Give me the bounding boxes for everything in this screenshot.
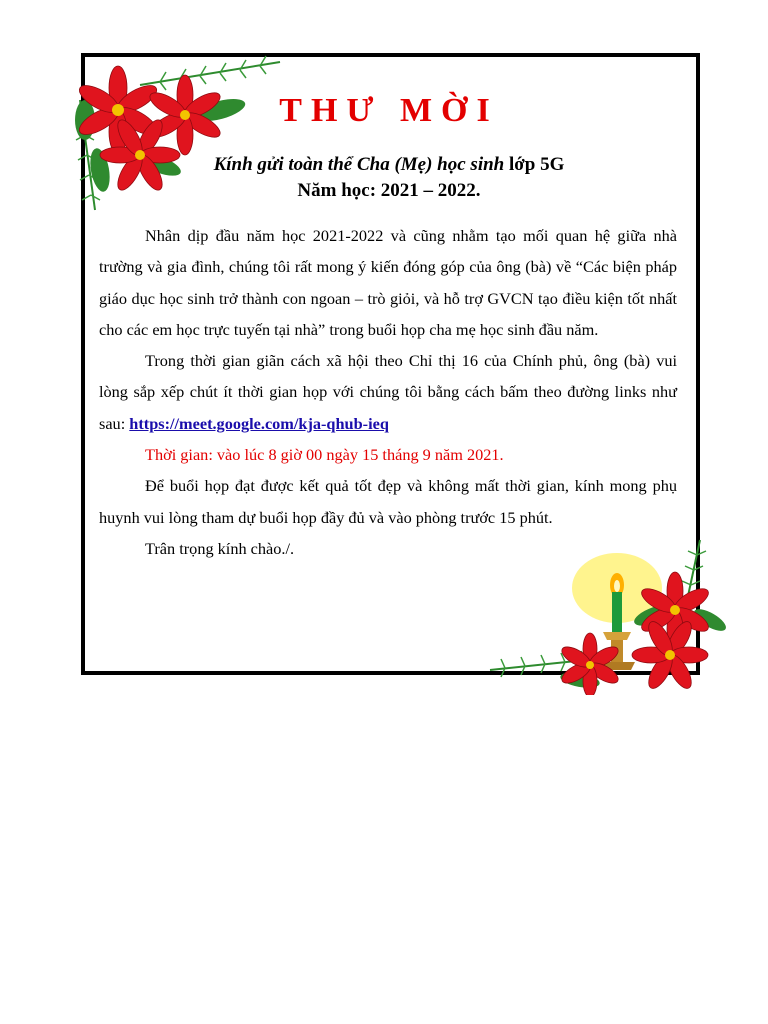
- greeting-line-1: [0, 152, 768, 178]
- greeting-block: [0, 152, 768, 204]
- meeting-link[interactable]: https://meet.google.com/kja-qhub-ieq: [129, 413, 389, 433]
- school-year-line: Năm học: 2021 – 2022.: [297, 180, 481, 201]
- invitation-title: THƯ MỜI: [279, 92, 499, 129]
- paragraph-closing: Trân trọng kính chào./.: [145, 538, 295, 558]
- paragraph-time: Thời gian: vào lúc 8 giờ 00 ngày 15 tháng 9 năm 2021.: [145, 445, 504, 465]
- paragraph-attendance: Để buổi họp đạt được kết quả tốt đẹp và không mất thời gian, kính mong phụ huynh vui lòng tham dự buổi họp đầy đủ và vào phòng trước 15 phút.: [99, 476, 677, 527]
- paragraph-meeting-link: [99, 345, 677, 439]
- invitation-body: [99, 220, 677, 564]
- greeting-recipient: Kính gửi toàn thể Cha (Mẹ) học sinh: [213, 154, 505, 175]
- paragraph-meeting-link-text: Trong thời gian giãn cách xã hội theo Chỉ thị 16 của Chính phủ, ông (bà) vui lòng sắp xếp chút ít thời gian họp với chúng tôi bằng cách bấm theo đường links như sau:: [99, 351, 677, 433]
- paragraph-intro: Nhân dịp đầu năm học 2021-2022 và cũng nhằm tạo mối quan hệ giữa nhà trường và gia đình, chúng tôi rất mong ý kiến đóng góp của ông (bà) về “Các biện pháp giáo dục học sinh trở thành con ngoan – trò giỏi, và hỗ trợ GVCN tạo điều kiện tốt nhất cho các em học trực tuyến tại nhà” trong buổi họp cha mẹ học sinh đầu năm.: [99, 226, 677, 339]
- greeting-class: lớp 5G: [504, 154, 565, 175]
